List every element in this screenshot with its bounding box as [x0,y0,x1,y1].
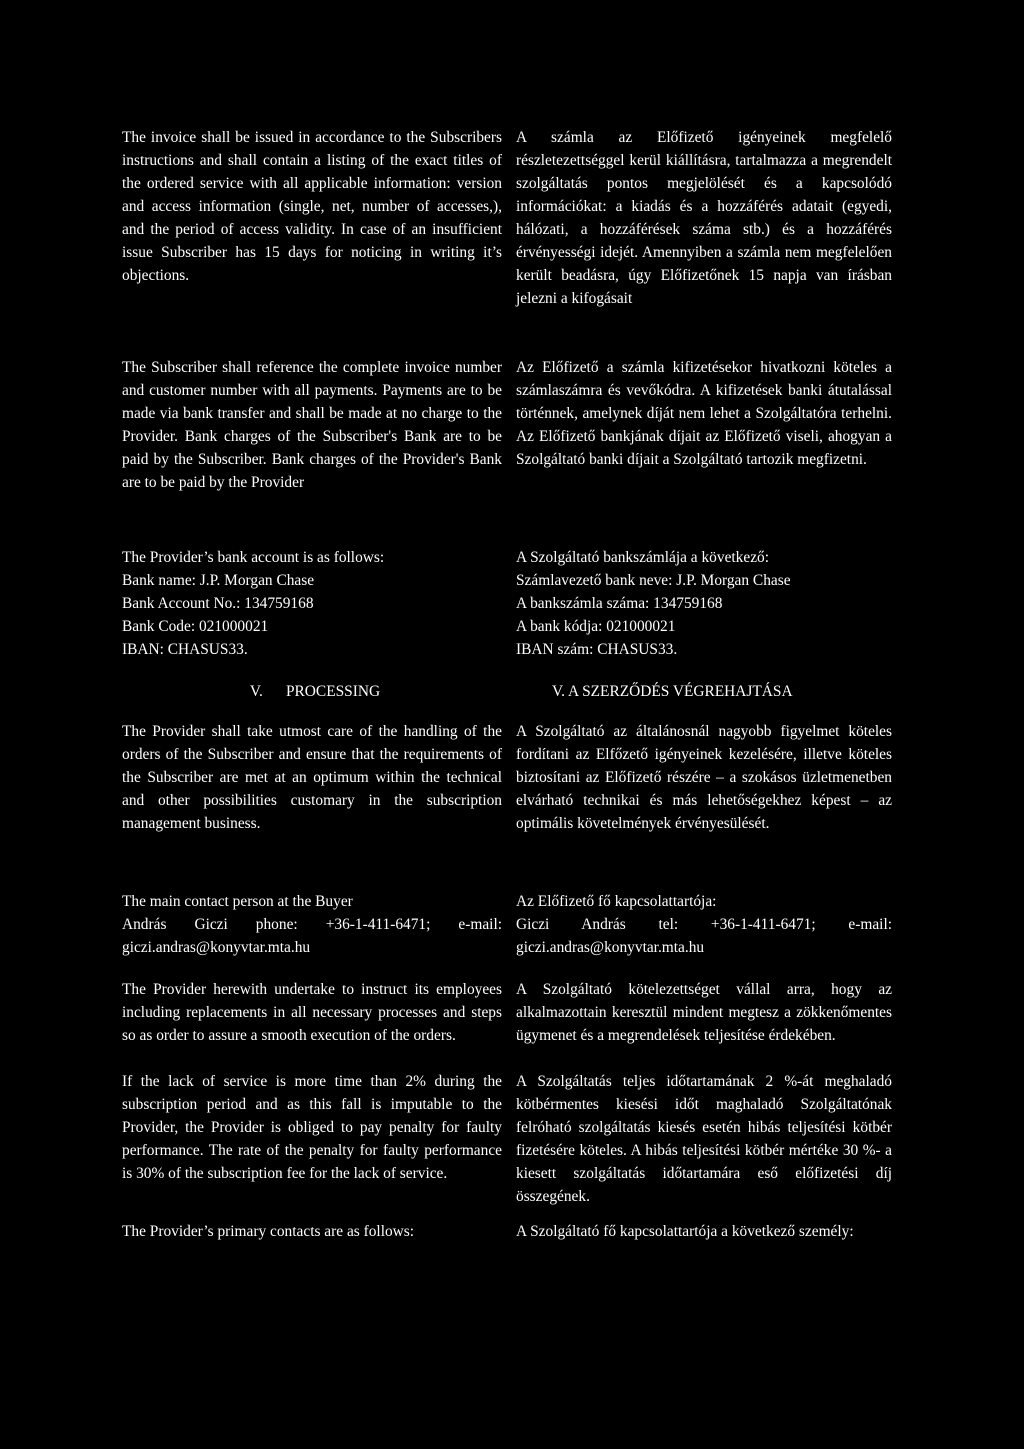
en-bank-iban: IBAN: CHASUS33. [122,641,248,658]
en-bank-account: Bank Account No.: 134759168 [122,595,314,612]
hu-contact-details: Giczi András tel: +36-1-411-6471; e-mail: giczi.andras@konyvtar.mta.hu [516,916,892,956]
en-undertake-paragraph: The Provider herewith undertake to instruct its employees including replacements in all necessary processes and steps so as order to assure a smooth execution of the orders. [122,981,502,1044]
en-bank-details [122,546,502,680]
hu-processing-paragraph: A Szolgáltató az általánosnál nagyobb figyelmet köteles fordítani az Elfőzető igényeinek kezelésére, illetve köteles biztosítani az Előfizető részére – a szokásos üzletmenetben elvárható technikai és más lehetőségekhez képest – az optimális követelmények érvényesülését. [516,723,892,832]
hu-penalty-paragraph: A Szolgáltatás teljes időtartamának 2 %-át meghaladó kötbérmentes kiesési időt maghaladó Szolgáltatónak felróható szolgáltatás kiesés esetén hibás teljesítési kötbér fizetésére köteles. A hibás teljesítési kötbér mértéke 30 %- a kiesett szolgáltatás időtartamára eső előfizetési díj összegének. [516,1073,892,1205]
hu-section-heading: V. A SZERZŐDÉS VÉGREHAJTÁSA [552,683,793,700]
en-contact-details: András Giczi phone: +36-1-411-6471; e-mail: giczi.andras@konyvtar.mta.hu [122,916,502,956]
hu-undertake-paragraph: A Szolgáltató kötelezettséget vállal arra, hogy az alkalmazottain keresztül mindent megtesz a zökkenőmentes ügymenet és a megrendelések teljesítése érdekében. [516,981,892,1044]
hu-bank-details [516,546,892,680]
en-bank-code: Bank Code: 021000021 [122,618,269,635]
en-payments-paragraph: The Subscriber shall reference the complete invoice number and customer number with all payments. Payments are to be made via bank transfer and shall be made at no charge to the Provider. Bank charges of the Subscriber's Bank are to be paid by the Subscriber. Bank charges of the Provider's Bank are to be paid by the Provider [122,359,502,491]
hu-bank-code: A bank kódja: 021000021 [516,618,676,635]
hu-bank-iban: IBAN szám: CHASUS33. [516,641,678,658]
en-contact-block [122,890,502,978]
hu-primary-contacts: A Szolgáltató fő kapcsolattartója a következő személy: [516,1223,854,1240]
en-bank-name: Bank name: J.P. Morgan Chase [122,572,315,589]
en-penalty-paragraph: If the lack of service is more time than 2% during the subscription period and as this fall is imputable to the Provider, the Provider is obliged to pay penalty for faulty performance. The rate of the penalty for faulty performance is 30% of the subscription fee for the lack of service. [122,1073,502,1182]
hu-contact-block [516,890,892,978]
hu-bank-intro: A Szolgáltató bankszámlája a következő: [516,549,770,566]
hu-invoice-paragraph: A számla az Előfizető igényeinek megfelelő részletezettséggel kerül kiállításra, tartalmazza a megrendelt szolgáltatás pontos megjelölését és a kapcsolódó információkat: a kiadás és a hozzáférés adatait (egyedi, hálózati, a hozzáférések száma stb.) és a hozzáférés érvényességi idejét. Amennyiben a számla nem megfelelően került beadásra, úgy Előfizetőnek 15 napja van írásban jelezni a kifogásait [516,129,892,307]
en-invoice-paragraph: The invoice shall be issued in accordance to the Subscribers instructions and shall contain a listing of the exact titles of the ordered service with all applicable information: version and access information (single, net, number of accesses,), and the period of access validity. In case of an insufficient issue Subscriber has 15 days for noticing in writing it’s objections. [122,129,502,284]
en-contact-intro: The main contact person at the Buyer [122,893,353,910]
hu-bank-name: Számlavezető bank neve: J.P. Morgan Chase [516,572,791,589]
en-section-heading: V. PROCESSING [249,683,381,700]
hungarian-column [516,126,892,1243]
hu-contact-intro: Az Előfizető fő kapcsolattartója: [516,893,717,910]
en-primary-contacts: The Provider’s primary contacts are as follows: [122,1223,415,1240]
en-processing-paragraph: The Provider shall take utmost care of the handling of the orders of the Subscriber and ensure that the requirements of the Subscriber are met at an optimum within the technical and other possibilities customary in the subscription management business. [122,723,502,832]
en-bank-intro: The Provider’s bank account is as follows: [122,549,385,566]
hu-payments-paragraph: Az Előfizető a számla kifizetésekor hivatkozni köteles a számlaszámra és vevőkódra. A kifizetések banki átutalással történnek, amelynek díját nem lehet a Szolgáltatóra terhelni. Az Előfizető bankjának díjait az Előfizető viseli, ahogyan a Szolgáltató banki díjait a Szolgáltató tartozik megfizetni. [516,359,892,468]
hu-bank-account: A bankszámla száma: 134759168 [516,595,723,612]
english-column [122,126,502,1243]
